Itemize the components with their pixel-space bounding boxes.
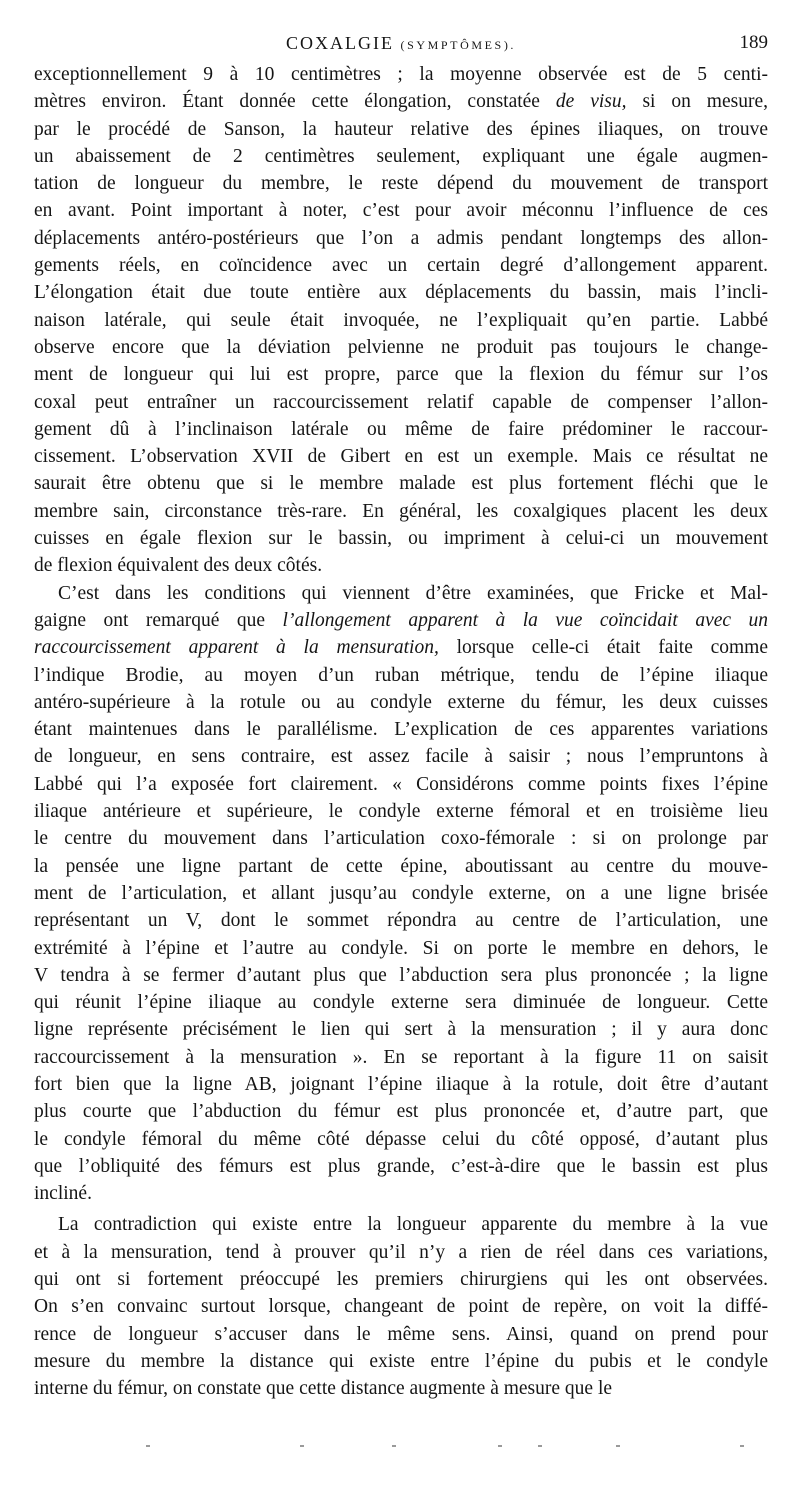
text-line: le centre du mouvement dans l’articulation coxo-fémorale : si on prolonge par [34,828,768,850]
text-line: par le procédé de Sanson, la hauteur relative des épines iliaques, on trouve [34,118,768,140]
text-line: iliaque antérieure et supérieure, le condyle externe fémoral et en troisième lieu [34,801,768,823]
running-title [34,30,768,58]
text-line: cissement. L’observation XVII de Gibert en est un exemple. Mais ce résultat ne [34,446,768,468]
scan-speck [538,1445,542,1447]
scan-speck [498,1445,502,1447]
text-line: raccourcissement apparent à la mensuration, lorsque celle-ci était faite comme [34,637,768,659]
text-line: fort bien que la ligne AB, joignant l’épine iliaque à la rotule, doit être d’autant [34,1073,768,1095]
text-line: extrémité à l’épine et l’autre au condyle. Si on porte le membre en dehors, le [34,937,768,959]
text-line: plus courte que l’abduction du fémur est plus prononcée et, d’autre part, que [34,1101,768,1123]
text-line: rence de longueur s’accuser dans le même sens. Ainsi, quand on prend pour [34,1323,768,1345]
text-line: tation de longueur du membre, le reste dépend du mouvement de transport [34,173,768,195]
scan-speck [146,1445,150,1447]
text-line: L’élongation était due toute entière aux déplacements du bassin, mais l’incli- [34,282,768,304]
scan-speck [300,1445,304,1447]
text-line: un abaissement de 2 centimètres seulement, expliquant une égale augmen- [34,145,768,167]
text-line: Labbé qui l’a exposée fort clairement. « Considérons comme points fixes l’épine [34,773,768,795]
text-line: naison latérale, qui seule était invoquée, ne l’expliquait qu’en partie. Labbé [34,309,768,331]
text-line: que l’obliquité des fémurs est plus grande, c’est-à-dire que le bassin est plus [34,1155,768,1177]
italic-phrase: l’allongement apparent à la vue coïncidait avec un [282,609,768,631]
text-line: La contradiction qui existe entre la longueur apparente du membre à la vue [58,1214,768,1236]
text-line: V tendra à se fermer d’autant plus que l’abduction sera plus prononcée ; la ligne [34,964,768,986]
chapter-title: COXALGIE [285,33,394,53]
text-line: incliné. [34,1183,92,1205]
text-line: la pensée une ligne partant de cette épine, aboutissant au centre du mouve- [34,855,768,877]
text-line: en avant. Point important à noter, c’est pour avoir méconnu l’influence de ces [34,200,768,222]
text-line: qui ont si fortement préoccupé les premiers chirurgiens qui les ont observées. [34,1269,768,1291]
text-line: de longueur, en sens contraire, est assez facile à saisir ; nous l’empruntons à [34,746,768,768]
text-line: l’indique Brodie, au moyen d’un ruban métrique, tendu de l’épine iliaque [34,664,768,686]
text-line: raccourcissement à la mensuration ». En se reportant à la figure 11 on saisit [34,1046,768,1068]
italic-phrase: de visu, [555,91,627,113]
scan-speck [392,1445,396,1447]
text-line: cuisses en égale flexion sur le bassin, ou impriment à celui-ci un mouvement [34,528,768,550]
paragraph [34,1211,768,1402]
text-line: de flexion équivalent des deux côtés. [34,555,323,577]
text-line: gements réels, en coïncidence avec un certain degré d’allongement apparent. [34,255,768,277]
text-line: qui réunit l’épine iliaque au condyle externe sera diminuée de longueur. Cette [34,992,768,1014]
text-line: le condyle fémoral du même côté dépasse celui du côté opposé, d’autant plus [34,1128,768,1150]
text-line: On s’en convainc surtout lorsque, changeant de point de repère, on voit la diffé- [34,1296,768,1318]
text-line: gaigne ont remarqué que l’allongement apparent à la vue coïncidait avec un [34,609,768,631]
text-line: gement dû à l’inclinaison latérale ou même de faire prédominer le raccour- [34,418,768,440]
text-line: saurait être obtenu que si le membre malade est plus fortement fléchi que le [34,473,768,495]
text-line: antéro-supérieure à la rotule ou au condyle externe du fémur, les deux cuisses [34,691,768,713]
chapter-subtitle: (SYMPTÔMES). [400,38,517,52]
paragraph [34,61,768,580]
running-head [34,30,768,56]
scan-speck [616,1445,620,1447]
text-line: et à la mensuration, tend à prouver qu’il n’y a rien de réel dans ces variations, [34,1241,768,1263]
text-line: ment de l’articulation, et allant jusqu’au condyle externe, on a une ligne brisée [34,882,768,904]
text-line: étant maintenues dans le parallélisme. L’explication de ces apparentes variations [34,719,768,741]
body-text [34,61,768,1403]
text-line: représentant un V, dont le sommet répondra au centre de l’articulation, une [34,910,768,932]
scan-speck [740,1445,744,1447]
text-line: membre sain, circonstance très-rare. En général, les coxalgiques placent les deux [34,500,768,522]
italic-phrase: raccourcissement apparent à la mensuration, [34,637,439,659]
scan-specks [140,1443,760,1451]
text-line: ment de longueur qui lui est propre, parce que la flexion du fémur sur l’os [34,364,768,386]
page-number: 189 [739,32,768,53]
text-line: coxal peut entraîner un raccourcissement relatif capable de compenser l’allon- [34,391,768,413]
text-line: mètres environ. Étant donnée cette élongation, constatée de visu, si on mesure, [34,91,768,113]
text-line: interne du fémur, on constate que cette distance augmente à mesure que le [34,1378,613,1400]
text-line: mesure du membre la distance qui existe entre l’épine du pubis et le condyle [34,1350,768,1372]
text-line: ligne représente précisément le lien qui sert à la mensuration ; il y aura donc [34,1019,768,1041]
text-line: C’est dans les conditions qui viennent d’être examinées, que Fricke et Mal- [58,582,768,604]
text-line: exceptionnellement 9 à 10 centimètres ; la moyenne observée est de 5 centi- [34,64,768,85]
text-line: déplacements antéro-postérieurs que l’on a admis pendant longtemps des allon- [34,227,768,249]
paragraph [34,580,768,1208]
text-line: observe encore que la déviation pelvienne ne produit pas toujours le change- [34,336,768,358]
